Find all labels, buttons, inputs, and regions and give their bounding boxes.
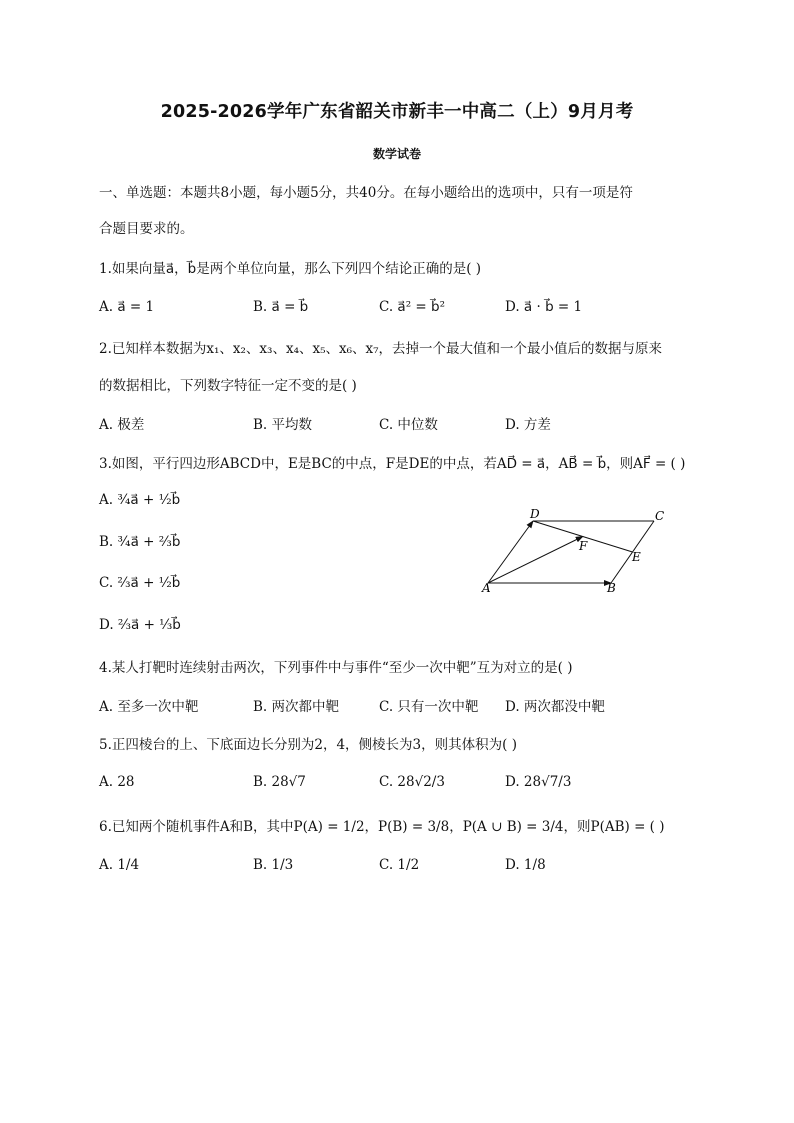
question-3-option-b: B. ³⁄₄a⃗ + ²⁄₃b⃗ — [99, 534, 181, 550]
question-6-option-c: C. 1/2 — [379, 857, 420, 873]
question-4-option-b: B. 两次都中靶 — [253, 699, 340, 715]
question-3-stem: 3.如图，平行四边形ABCD中，E是BC的中点，F是DE的中点，若AD⃗ = a⃗，AB⃗ = b⃗，则AF⃗ = ( ) — [99, 456, 686, 472]
question-5-option-d: D. 28√7/3 — [505, 774, 572, 790]
question-1-option-a: A. a⃗ = 1 — [99, 299, 155, 315]
question-1-option-c: C. a⃗² = b⃗² — [379, 299, 445, 315]
question-3-option-c: C. ²⁄₃a⃗ + ¹⁄₂b⃗ — [99, 575, 181, 591]
question-5-option-c: C. 28√2/3 — [379, 774, 445, 790]
question-6-stem: 6.已知两个随机事件A和B，其中P(A) = 1/2，P(B) = 3/8，P(A ∪ B) = 3/4，则P(AB) = ( ) — [99, 819, 665, 835]
question-5-stem: 5.正四棱台的上、下底面边长分别为2，4，侧棱长为3，则其体积为( ) — [99, 737, 517, 753]
label-e: E — [632, 550, 641, 564]
page-subtitle: 数学试卷 — [372, 147, 421, 161]
question-5-option-b: B. 28√7 — [253, 774, 306, 790]
question-2-stem-line-1: 2.已知样本数据为x₁、x₂、x₃、x₄、x₅、x₆、x₇，去掉一个最大值和一个最小值后的数据与原来 — [99, 341, 663, 357]
question-6-option-b: B. 1/3 — [253, 857, 294, 873]
section-instruction-line-2: 合题目要求的。 — [99, 221, 194, 237]
question-4-option-d: D. 两次都没中靶 — [505, 699, 605, 715]
question-1-option-d: D. a⃗ · b⃗ = 1 — [505, 299, 583, 315]
question-1-stem: 1.如果向量a⃗，b⃗是两个单位向量，那么下列四个结论正确的是( ) — [99, 261, 482, 277]
label-d: D — [530, 507, 540, 521]
question-3-option-d: D. ²⁄₃a⃗ + ¹⁄₃b⃗ — [99, 617, 181, 633]
question-3-option-a: A. ³⁄₄a⃗ + ¹⁄₂b⃗ — [99, 492, 181, 508]
question-1-option-b: B. a⃗ = b⃗ — [253, 299, 309, 315]
label-a: A — [482, 581, 491, 595]
question-5-option-a: A. 28 — [99, 774, 135, 790]
question-2-option-c: C. 中位数 — [379, 417, 438, 433]
label-f: F — [579, 539, 588, 553]
question-4-stem: 4.某人打靶时连续射击两次，下列事件中与事件“至少一次中靶”互为对立的是( ) — [99, 660, 573, 676]
question-6-option-a: A. 1/4 — [99, 857, 140, 873]
question-2-option-d: D. 方差 — [505, 417, 551, 433]
question-4-option-c: C. 只有一次中靶 — [379, 699, 479, 715]
label-b: B — [607, 581, 616, 595]
question-2-option-b: B. 平均数 — [253, 417, 313, 433]
question-6-option-d: D. 1/8 — [505, 857, 546, 873]
page-title: 2025-2026学年广东省韶关市新丰一中高二（上）9月月考 — [160, 102, 634, 122]
question-4-option-a: A. 至多一次中靶 — [99, 699, 199, 715]
vector-af — [488, 537, 583, 584]
question-2-option-a: A. 极差 — [99, 417, 145, 433]
vector-ad — [488, 521, 533, 583]
question-2-stem-line-2: 的数据相比，下列数字特征一定不变的是( ) — [99, 378, 357, 394]
section-instruction-line-1: 一、单选题：本题共8小题，每小题5分，共40分。在每小题给出的选项中，只有一项是符 — [99, 185, 633, 201]
parallelogram-figure — [478, 505, 678, 600]
label-c: C — [655, 509, 665, 523]
